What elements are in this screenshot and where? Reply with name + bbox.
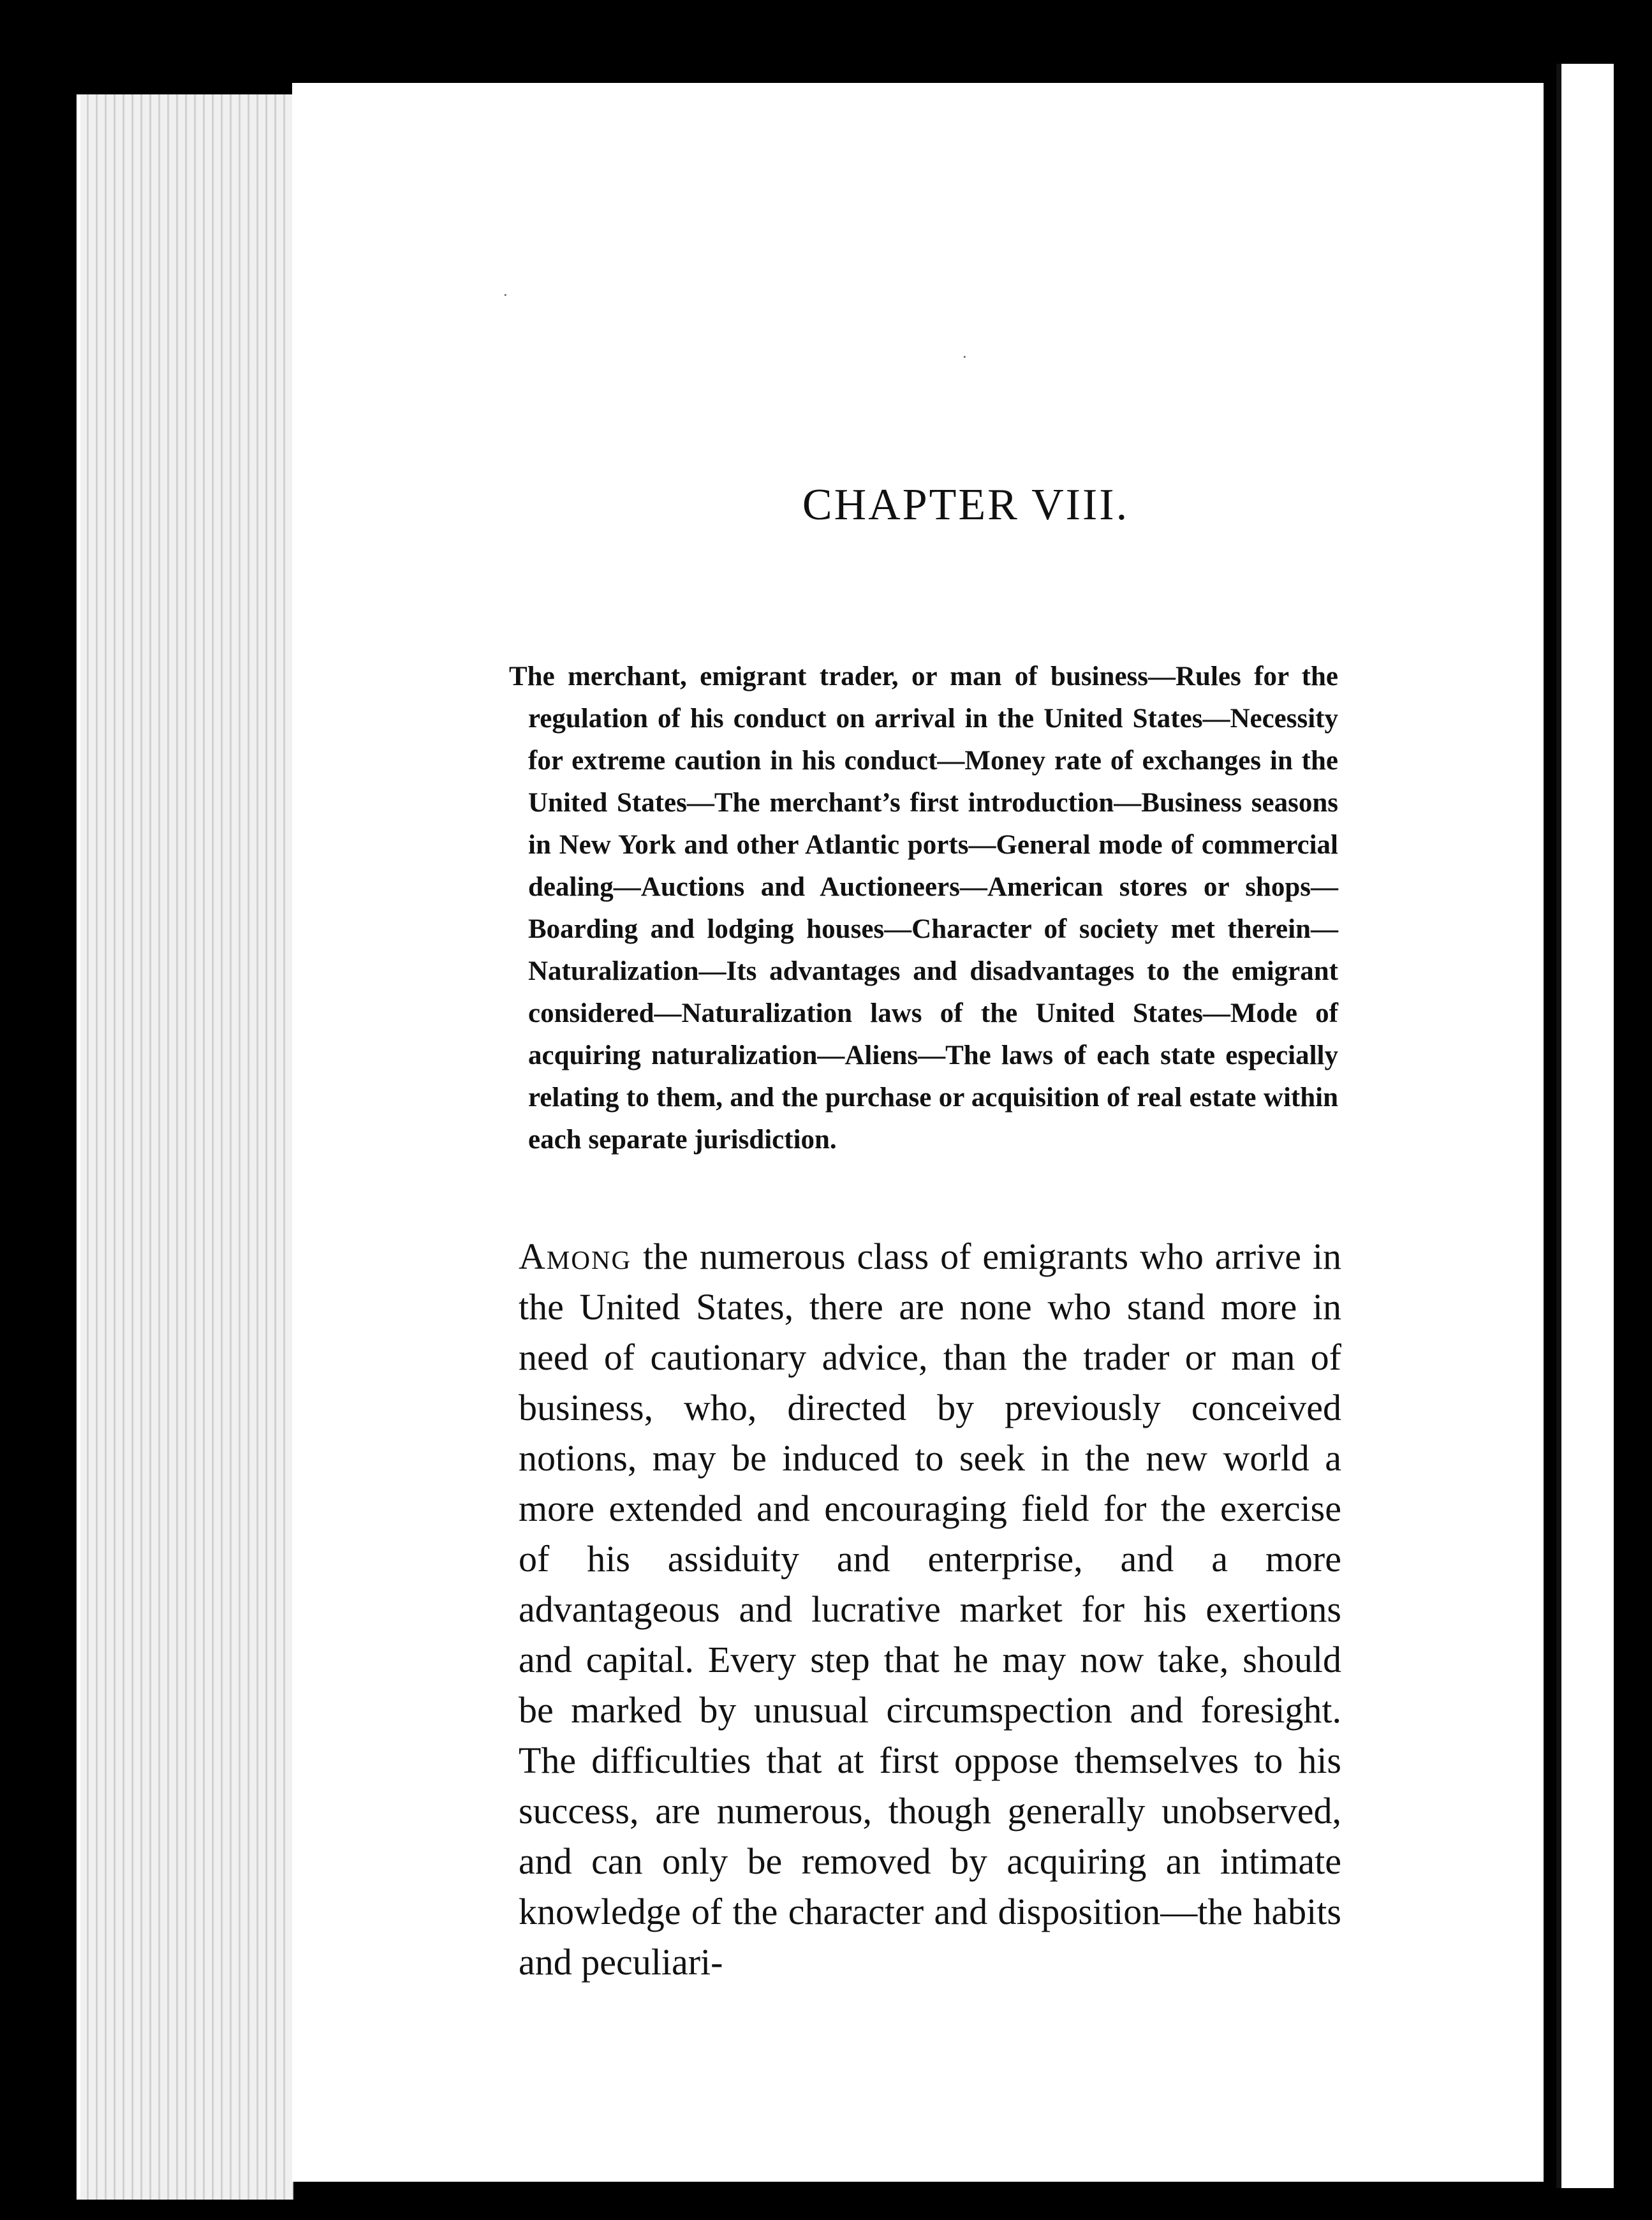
page-fold-shadow xyxy=(1556,64,1561,2188)
scan-smudge-mark-2: · xyxy=(962,348,968,366)
book-page-edges xyxy=(77,94,293,2200)
body-paragraph-text: the numerous class of emigrants who arrive in the United States, there are none who stand more in need of cautionary advice, than the trader or man of business, who, directed by previously conceived notions, may be induced to seek in the new world a more extended and encouraging field for the exercise of his assiduity and enterprise, and a more advantageous and lucrative market for his exertions and capital. Every step that he may now take, should be marked by unusual circumspection and foresight. The difficulties that at first oppose themselves to his success, are numerous, though generally unobserved, and can only be removed by acquiring an intimate knowledge of the character and disposition—the habits and peculiari- xyxy=(519,1236,1341,1983)
body-paragraph xyxy=(519,1231,1341,1987)
chapter-title: CHAPTER VIII. xyxy=(802,480,1130,529)
book-page xyxy=(292,83,1544,2182)
scan-smudge-mark: · xyxy=(503,286,508,304)
lead-word: Among xyxy=(519,1236,632,1277)
chapter-synopsis: The merchant, emigrant trader, or man of business—Rules for the regulation of his conduct on arrival in the United States—Necessity for extreme caution in his conduct—Money rate of exchanges in the United States—The merchant’s first introduction—Business seasons in New York and other Atlantic ports—General mode of commercial dealing—Auctions and Auctioneers—American stores or shops—Boarding and lodging houses—Character of society met therein—Naturalization—Its advantages and disadvantages to the emigrant considered—Naturalization laws of the United States—Mode of acquiring naturalization—Aliens—The laws of each state especially relating to them, and the purchase or acquisition of real estate within each separate jurisdiction. xyxy=(509,662,1338,1155)
facing-page-edge xyxy=(1556,64,1614,2188)
page-edge-lines xyxy=(80,94,293,2200)
